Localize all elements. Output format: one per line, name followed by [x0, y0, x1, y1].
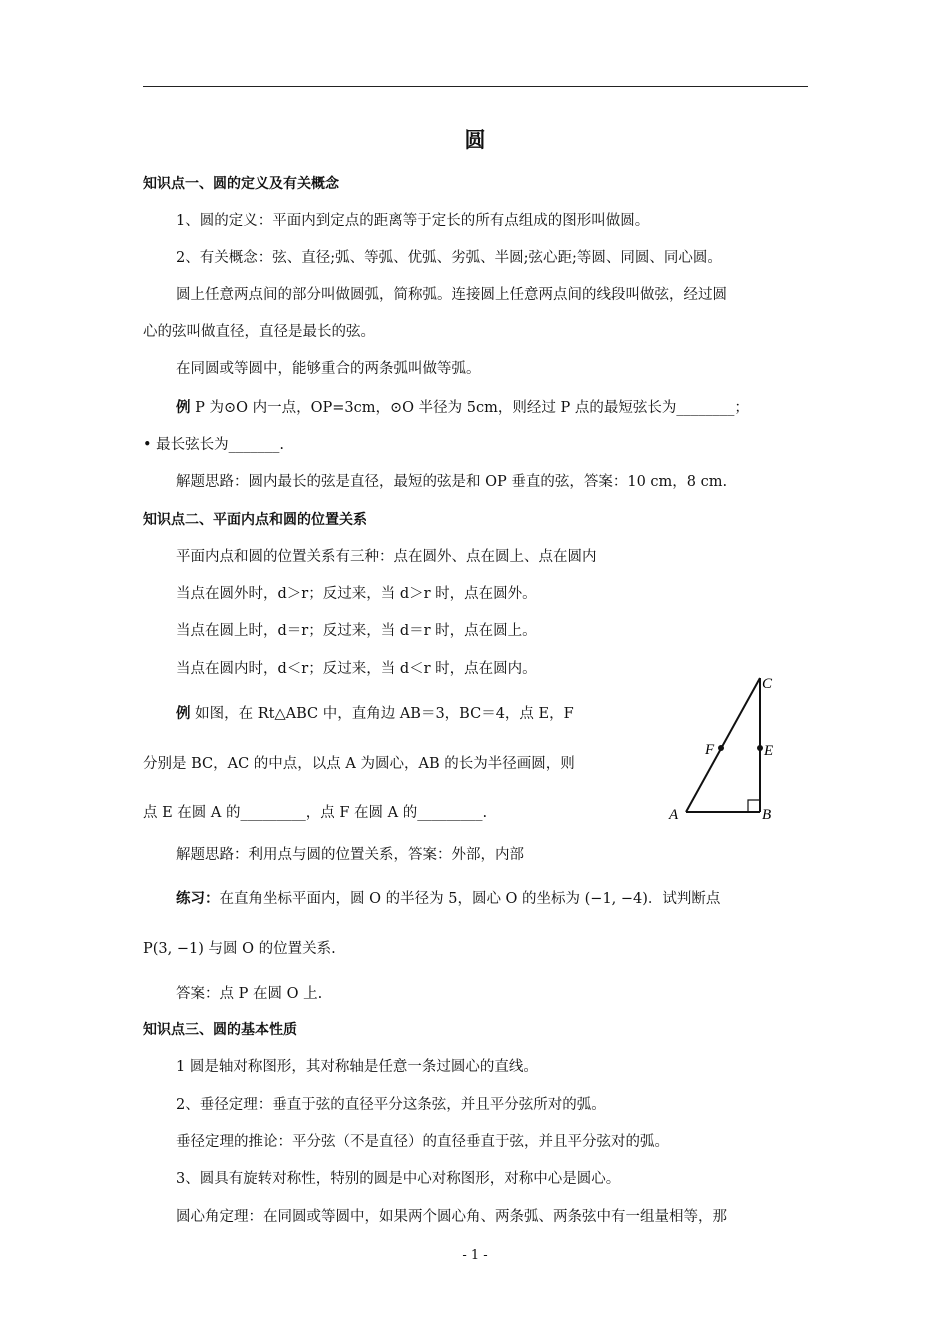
example-label: 例: [176, 706, 191, 722]
page-number: - 1 -: [462, 1248, 488, 1263]
label-b: B: [762, 807, 772, 823]
header-rule: [143, 86, 808, 87]
section2-line4: 当点在圆内时，d＜r；反过来，当 d＜r 时，点在圆内。: [176, 661, 537, 677]
practice-label: 练习：: [176, 891, 220, 907]
section1-line5: 在同圆或等圆中，能够重合的两条弧叫做等弧。: [176, 361, 481, 377]
page-title: 圆: [464, 128, 486, 152]
section1-line1: 1、圆的定义：平面内到定点的距离等于定长的所有点组成的图形叫做圆。: [176, 213, 650, 229]
label-e: E: [764, 743, 774, 759]
triangle-figure: [660, 668, 790, 828]
section3-line3: 垂径定理的推论：平分弦（不是直径）的直径垂直于弦，并且平分弦对的弧。: [176, 1134, 669, 1150]
section1-example: [176, 398, 749, 418]
section2-line3: 当点在圆上时，d＝r；反过来，当 d＝r 时，点在圆上。: [176, 623, 537, 639]
section3-line5: 圆心角定理：在同圆或等圆中，如果两个圆心角、两条弧、两条弦中有一组量相等，那: [176, 1209, 727, 1225]
label-c: C: [762, 676, 773, 692]
section2-example-line2: 分别是 BC，AC 的中点，以点 A 为圆心，AB 的长为半径画圆，则: [143, 756, 575, 772]
section2-answer: 解题思路：利用点与圆的位置关系，答案：外部，内部: [176, 847, 524, 863]
section1-example-line2: • 最长弦长为_______.: [143, 437, 285, 453]
right-angle-mark: [748, 800, 760, 812]
section3-line1: 1 圆是轴对称图形，其对称轴是任意一条过圆心的直线。: [176, 1059, 538, 1075]
practice-answer: 答案：点 P 在圆 O 上.: [176, 986, 323, 1002]
section1-line4: 心的弦叫做直径，直径是最长的弦。: [143, 324, 375, 340]
section2-example: [176, 704, 574, 724]
point-f: [718, 745, 724, 751]
section3-line2: 2、垂径定理：垂直于弦的直径平分这条弦，并且平分弦所对的弧。: [176, 1097, 606, 1113]
example-label: 例: [176, 400, 191, 416]
example-text: P 为⊙O 内一点，OP=3cm，⊙O 半径为 5cm，则经过 P 点的最短弦长为________；: [190, 400, 749, 416]
example-line1: 如图，在 Rt△ABC 中，直角边 AB＝3，BC＝4，点 E，F: [190, 706, 574, 722]
label-f: F: [705, 742, 715, 758]
section2-line2: 当点在圆外时，d＞r；反过来，当 d＞r 时，点在圆外。: [176, 586, 537, 602]
practice-text: 在直角坐标平面内，圆 O 的半径为 5，圆心 O 的坐标为 (−1, −4)．试判断点: [219, 891, 721, 907]
section1-line2: 2、有关概念：弦、直径;弧、等弧、优弧、劣弧、半圆;弦心距;等圆、同圆、同心圆。: [176, 250, 722, 266]
section1-heading: 知识点一、圆的定义及有关概念: [143, 176, 339, 192]
point-e: [757, 745, 763, 751]
section2-heading: 知识点二、平面内点和圆的位置关系: [143, 512, 367, 528]
hypotenuse-ac: [686, 678, 760, 812]
practice-line1: [176, 889, 720, 909]
label-a: A: [669, 807, 679, 823]
section2-example-line3: 点 E 在圆 A 的_________，点 F 在圆 A 的_________.: [143, 805, 488, 821]
section1-line3: 圆上任意两点间的部分叫做圆弧，简称弧。连接圆上任意两点间的线段叫做弦，经过圆: [176, 287, 727, 303]
section3-line4: 3、圆具有旋转对称性，特别的圆是中心对称图形，对称中心是圆心。: [176, 1171, 621, 1187]
section3-heading: 知识点三、圆的基本性质: [143, 1022, 297, 1038]
section2-line1: 平面内点和圆的位置关系有三种：点在圆外、点在圆上、点在圆内: [176, 549, 597, 565]
practice-line2: P(3, −1) 与圆 O 的位置关系.: [143, 941, 336, 957]
section1-answer: 解题思路：圆内最长的弦是直径，最短的弦是和 OP 垂直的弦，答案：10 cm，8 cm.: [176, 474, 728, 490]
